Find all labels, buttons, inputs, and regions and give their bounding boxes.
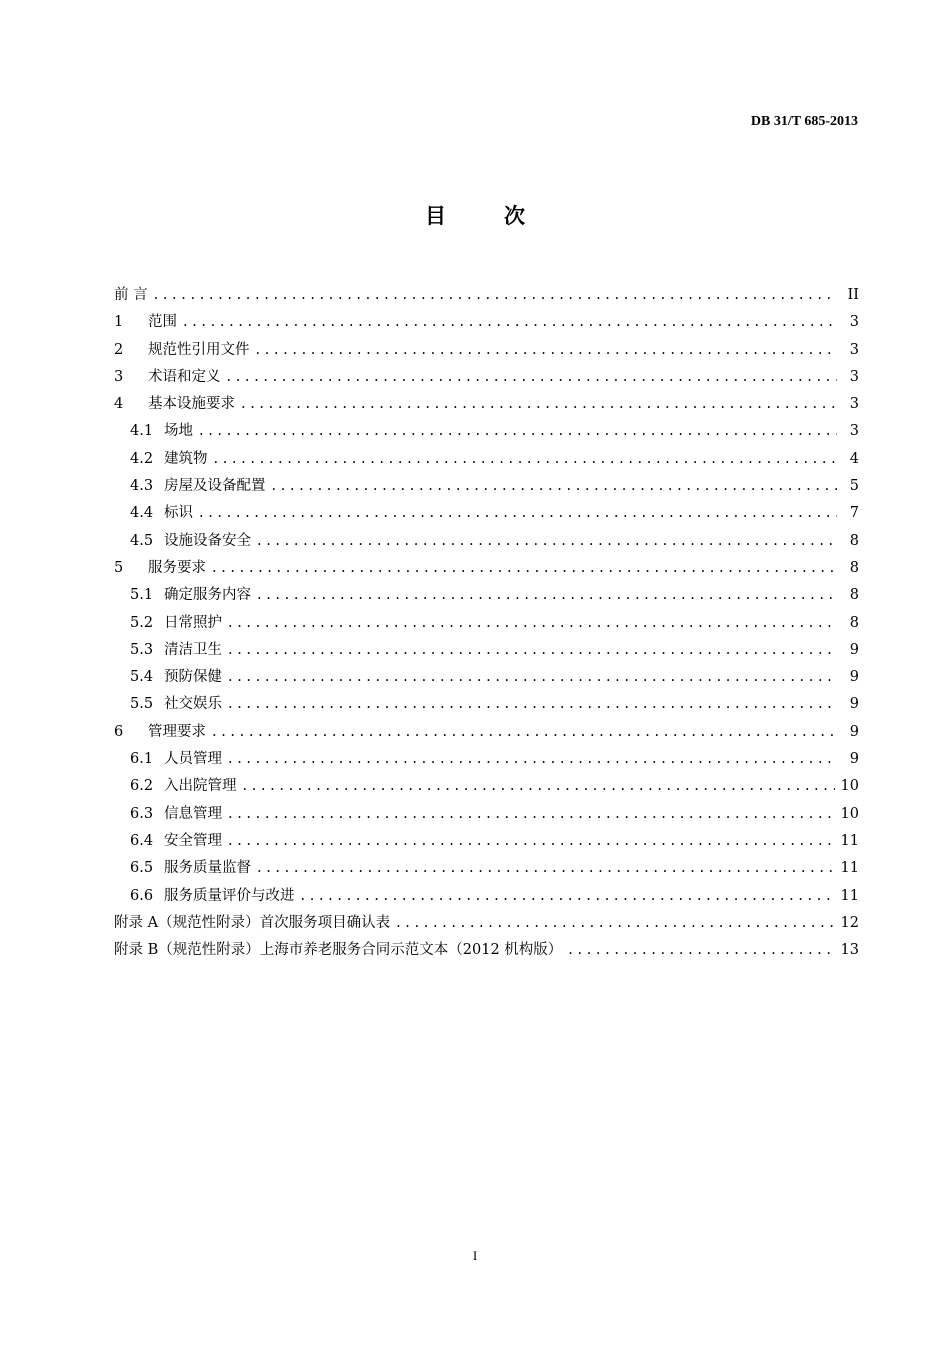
title-char-1: 目	[425, 204, 446, 228]
toc-entry-label: 标识	[164, 505, 193, 522]
toc-entry-page: 3	[849, 368, 859, 385]
toc-entry-page: 3	[849, 423, 859, 440]
toc-entry-page: 8	[849, 559, 859, 576]
toc-entry-number: 4.4	[130, 505, 154, 522]
toc-entry-page: 9	[849, 696, 859, 713]
toc-entry[interactable]	[114, 391, 859, 418]
toc-entry-page: II	[847, 287, 859, 303]
toc-entry-number: 5.4	[130, 669, 154, 686]
toc-entry-label: 预防保健	[164, 669, 222, 686]
toc-entry-label: 术语和定义	[148, 368, 221, 385]
toc-entry[interactable]	[114, 337, 859, 364]
toc-entry-page: 9	[849, 669, 859, 686]
toc-entry-number: 6.3	[130, 805, 154, 822]
toc-subentry[interactable]	[114, 610, 859, 637]
leader-dots	[568, 937, 834, 964]
toc-entry-page: 9	[849, 723, 859, 740]
toc-entry-number: 6.1	[130, 751, 154, 768]
leader-dots	[228, 664, 837, 691]
toc-entry-number: 4.1	[130, 423, 154, 440]
leader-dots	[154, 282, 837, 309]
toc-subentry[interactable]	[114, 773, 859, 800]
toc-entry-label: 建筑物	[164, 450, 208, 467]
leader-dots	[257, 528, 837, 555]
leader-dots	[212, 555, 837, 582]
toc-entry-page: 8	[849, 587, 859, 604]
toc-subentry[interactable]	[114, 855, 859, 882]
toc-subentry[interactable]	[114, 500, 859, 527]
toc-entry-label: 确定服务内容	[164, 587, 251, 604]
toc-entry-number: 5	[114, 559, 124, 576]
leader-dots	[228, 828, 835, 855]
toc-entry-number: 3	[114, 368, 124, 385]
toc-subentry[interactable]	[114, 828, 859, 855]
toc-entry-label: 社交娱乐	[164, 696, 222, 713]
toc-entry-page: 10	[840, 805, 859, 822]
toc-entry-page: 3	[849, 314, 859, 331]
toc-entry-foreword[interactable]	[114, 282, 859, 309]
leader-dots	[257, 855, 835, 882]
leader-dots	[243, 773, 835, 800]
toc-entry[interactable]	[114, 555, 859, 582]
toc-entry-number: 5.1	[130, 587, 154, 604]
toc-entry-page: 4	[849, 450, 859, 467]
toc-entry[interactable]	[114, 309, 859, 336]
toc-subentry[interactable]	[114, 418, 859, 445]
toc-subentry[interactable]	[114, 691, 859, 718]
toc-entry-page: 11	[840, 832, 859, 849]
toc-subentry[interactable]	[114, 473, 859, 500]
toc-entry-label: 设施设备安全	[164, 532, 251, 549]
leader-dots	[183, 309, 837, 336]
toc-entry-page: 11	[840, 860, 859, 877]
page-title	[0, 200, 950, 230]
toc-entry-label: 入出院管理	[164, 778, 237, 795]
toc-entry-page: 9	[849, 641, 859, 658]
toc-entry-label: 服务质量评价与改进	[164, 887, 295, 904]
leader-dots	[257, 582, 837, 609]
toc-entry-page: 5	[849, 478, 859, 495]
document-code: DB 31/T 685-2013	[750, 114, 858, 129]
leader-dots	[241, 391, 837, 418]
toc-entry[interactable]	[114, 719, 859, 746]
toc-entry-label: 规范性引用文件	[148, 341, 250, 358]
toc-entry-label: 前 言	[114, 287, 148, 303]
toc-entry-number: 5.5	[130, 696, 154, 713]
leader-dots	[199, 418, 837, 445]
toc-entry-label: 清洁卫生	[164, 641, 222, 658]
toc-entry-label: 服务质量监督	[164, 860, 251, 877]
toc-entry-label: 附录 A（规范性附录）首次服务项目确认表	[114, 914, 391, 931]
toc-entry-label: 管理要求	[148, 723, 206, 740]
toc-entry-label: 安全管理	[164, 832, 222, 849]
toc-subentry[interactable]	[114, 446, 859, 473]
toc-entry-page: 8	[849, 614, 859, 631]
toc-entry-number: 4	[114, 396, 124, 413]
toc-entry-page: 3	[849, 341, 859, 358]
leader-dots	[214, 446, 838, 473]
toc-entry-page: 9	[849, 751, 859, 768]
toc-entry-label: 附录 B（规范性附录）上海市养老服务合同示范文本（2012 机构版）	[114, 942, 563, 959]
toc-entry-appendix-b[interactable]	[114, 937, 859, 964]
toc-entry-page: 12	[840, 914, 859, 931]
toc-entry-label: 服务要求	[148, 559, 206, 576]
leader-dots	[227, 364, 838, 391]
page-number: I	[472, 1248, 478, 1263]
toc-entry-page: 8	[849, 532, 859, 549]
toc-entry-number: 6.5	[130, 860, 154, 877]
toc-entry-number: 4.5	[130, 532, 154, 549]
leader-dots	[228, 746, 837, 773]
leader-dots	[228, 610, 837, 637]
leader-dots	[256, 337, 838, 364]
title-char-2: 次	[504, 204, 525, 228]
toc-subentry[interactable]	[114, 582, 859, 609]
toc-entry-number: 4.3	[130, 478, 154, 495]
toc-entry-appendix-a[interactable]	[114, 910, 859, 937]
toc-entry-label: 信息管理	[164, 805, 222, 822]
toc-entry-label: 基本设施要求	[148, 396, 235, 413]
leader-dots	[396, 910, 834, 937]
toc-entry-page: 3	[849, 396, 859, 413]
leader-dots	[301, 883, 835, 910]
toc-subentry[interactable]	[114, 883, 859, 910]
toc-entry-page: 7	[849, 505, 859, 522]
toc-entry-number: 2	[114, 341, 124, 358]
leader-dots	[228, 691, 837, 718]
toc-entry[interactable]	[114, 364, 859, 391]
toc-entry-label: 范围	[148, 314, 177, 331]
toc-entry-page: 10	[840, 778, 859, 795]
toc-subentry[interactable]	[114, 637, 859, 664]
toc-entry-number: 5.3	[130, 641, 154, 658]
toc-entry-number: 4.2	[130, 450, 154, 467]
toc-entry-page: 13	[840, 942, 859, 959]
toc-entry-number: 6.4	[130, 832, 154, 849]
leader-dots	[212, 719, 837, 746]
leader-dots	[228, 637, 837, 664]
toc-subentry[interactable]	[114, 664, 859, 691]
toc-entry-label: 人员管理	[164, 751, 222, 768]
toc-subentry[interactable]	[114, 801, 859, 828]
toc-subentry[interactable]	[114, 528, 859, 555]
leader-dots	[272, 473, 838, 500]
toc-entry-number: 6.2	[130, 778, 154, 795]
toc-entry-number: 5.2	[130, 614, 154, 631]
leader-dots	[228, 801, 835, 828]
toc-entry-label: 场地	[164, 423, 193, 440]
leader-dots	[199, 500, 837, 527]
toc-entry-label: 日常照护	[164, 614, 222, 631]
toc-entry-number: 6.6	[130, 887, 154, 904]
toc-entry-number: 1	[114, 314, 124, 331]
toc-entry-number: 6	[114, 723, 124, 740]
table-of-contents	[114, 282, 859, 964]
toc-entry-label: 房屋及设备配置	[164, 478, 266, 495]
toc-subentry[interactable]	[114, 746, 859, 773]
toc-entry-page: 11	[840, 887, 859, 904]
